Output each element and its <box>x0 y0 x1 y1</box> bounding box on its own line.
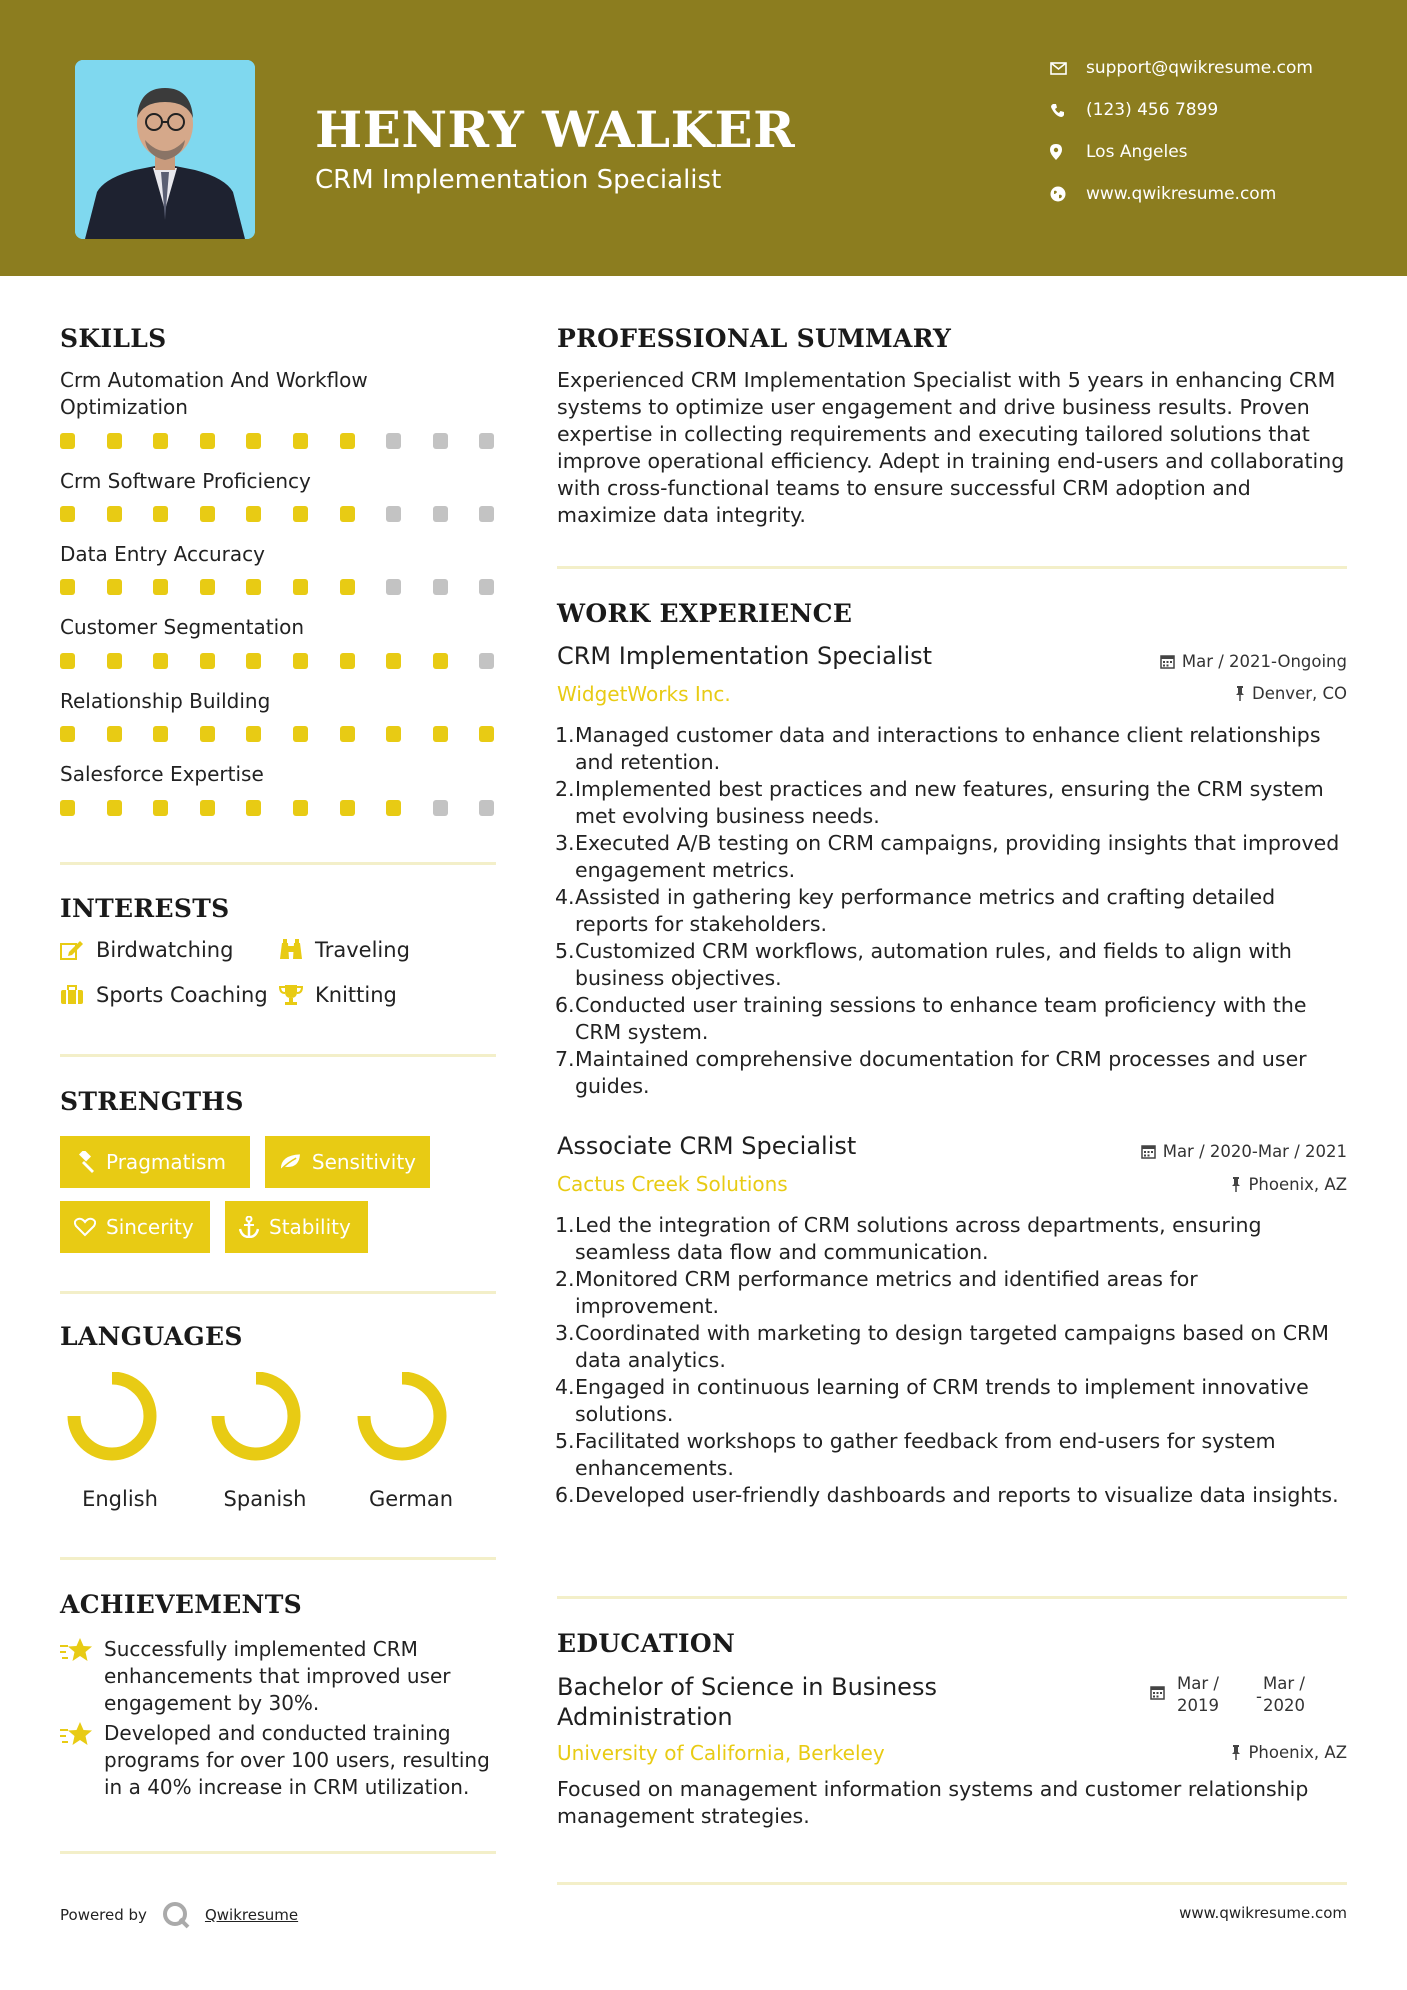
skill-dot-filled <box>293 433 308 449</box>
responsibility-text: Developed user-friendly dashboards and reports to visualize data insights. <box>575 1483 1339 1507</box>
achievement-item <box>60 1720 500 1800</box>
responsibility-number: 4. <box>555 885 575 909</box>
education-dates <box>1150 1673 1310 1717</box>
company-name: Cactus Creek Solutions <box>557 1172 788 1196</box>
skill-dot-filled <box>293 579 308 595</box>
section-divider <box>557 566 1347 569</box>
section-divider <box>60 862 496 865</box>
pencil-square-icon <box>60 940 84 960</box>
section-divider <box>60 1851 496 1854</box>
skill-dot-filled <box>293 726 308 742</box>
contact-location <box>1050 142 1188 162</box>
calendar-icon <box>1150 1685 1165 1700</box>
education-start-month: Mar / <box>1177 1674 1219 1693</box>
skill-dot-filled <box>107 579 122 595</box>
strength-label: Sensitivity <box>311 1150 416 1174</box>
interest-item <box>279 983 397 1007</box>
responsibility-number: 4. <box>555 1375 575 1399</box>
responsibility-text: Facilitated workshops to gather feedback from end-users for system enhancements. <box>575 1429 1276 1480</box>
achievement-text: Successfully implemented CRM enhancements that improved user engagement by 30%. <box>104 1637 451 1715</box>
skill-rating <box>60 579 500 595</box>
skill-dot-filled <box>200 433 215 449</box>
job-responsibilities <box>557 722 1347 1100</box>
star-icon <box>60 1720 94 1748</box>
skill-dot-filled <box>340 433 355 449</box>
skill-dot-filled <box>386 800 401 816</box>
profile-photo <box>75 60 255 239</box>
binoculars-icon <box>279 939 303 961</box>
section-divider <box>60 1054 496 1057</box>
skill-dot-filled <box>153 579 168 595</box>
responsibility-item <box>555 884 1347 938</box>
skill-dot-filled <box>293 653 308 669</box>
qwikresume-logo-icon <box>161 1900 191 1930</box>
achievements-heading: ACHIEVEMENTS <box>60 1590 302 1619</box>
responsibility-number: 2. <box>555 777 575 801</box>
skill-rating <box>60 800 500 816</box>
responsibility-item <box>555 1482 1347 1509</box>
responsibility-text: Engaged in continuous learning of CRM trends to implement innovative solutions. <box>575 1375 1309 1426</box>
skill-dot-filled <box>60 800 75 816</box>
section-divider <box>557 1882 1347 1885</box>
header-banner <box>0 0 1407 276</box>
strengths-heading: STRENGTHS <box>60 1087 244 1116</box>
skill-dot-filled <box>200 800 215 816</box>
responsibility-item <box>555 830 1347 884</box>
phone-icon <box>1050 103 1086 118</box>
strength-badge <box>60 1201 210 1253</box>
job-dates <box>1141 1142 1347 1161</box>
degree-line: Administration <box>557 1703 733 1731</box>
education-end-month: Mar / <box>1263 1674 1305 1693</box>
skill-name: Relationship Building <box>60 689 271 713</box>
pushpin-icon <box>1235 686 1245 701</box>
responsibility-text: Monitored CRM performance metrics and identified areas for improvement. <box>575 1267 1198 1318</box>
responsibility-number: 6. <box>555 1483 575 1507</box>
job-location-text: Denver, CO <box>1251 684 1347 703</box>
skill-dot-filled <box>153 726 168 742</box>
education-end-year: 2020 <box>1263 1696 1305 1715</box>
skill-dot-filled <box>340 653 355 669</box>
briefcase-icon <box>60 985 84 1005</box>
interest-item <box>60 983 268 1007</box>
interest-item <box>279 938 410 962</box>
responsibility-item <box>555 1212 1347 1266</box>
leaf-icon <box>279 1153 302 1171</box>
skill-dot-empty <box>479 800 494 816</box>
responsibility-number: 5. <box>555 1429 575 1453</box>
contact-phone[interactable] <box>1050 100 1218 120</box>
skill-dot-filled <box>479 726 494 742</box>
contact-email-text: support@qwikresume.com <box>1086 58 1313 78</box>
job-dates-text: Mar / 2021-Ongoing <box>1181 652 1347 671</box>
responsibility-number: 3. <box>555 831 575 855</box>
skill-rating <box>60 506 500 522</box>
education-location <box>1231 1743 1347 1762</box>
interest-label: Traveling <box>315 938 410 962</box>
responsibility-item <box>555 1320 1347 1374</box>
skill-dot-filled <box>153 433 168 449</box>
skill-dot-empty <box>433 800 448 816</box>
language-proficiency-rings <box>60 1372 500 1482</box>
education-start-year: 2019 <box>1177 1696 1219 1715</box>
skill-dot-filled <box>433 653 448 669</box>
contact-email[interactable] <box>1050 58 1313 78</box>
contact-website[interactable] <box>1050 184 1276 204</box>
anchor-icon <box>239 1216 259 1238</box>
calendar-icon <box>1160 654 1175 669</box>
responsibility-text: Conducted user training sessions to enhance team proficiency with the CRM system. <box>575 993 1307 1044</box>
language-ring-english <box>74 1378 150 1454</box>
responsibility-text: Executed A/B testing on CRM campaigns, providing insights that improved engagement metrics. <box>575 831 1340 882</box>
skill-dot-filled <box>107 506 122 522</box>
responsibility-number: 2. <box>555 1267 575 1291</box>
language-label: German <box>368 1487 454 1511</box>
strength-badge <box>225 1201 368 1253</box>
skill-rating <box>60 726 500 742</box>
job-responsibilities <box>557 1212 1347 1509</box>
trophy-icon <box>279 984 303 1006</box>
responsibility-text: Customized CRM workflows, automation rules, and fields to align with business objectives. <box>575 939 1292 990</box>
education-date-separator: - <box>1256 1687 1262 1706</box>
responsibility-item <box>555 1374 1347 1428</box>
skill-dot-filled <box>60 579 75 595</box>
pushpin-icon <box>1231 1745 1241 1760</box>
responsibility-text: Managed customer data and interactions to enhance client relationships and retention. <box>575 723 1321 774</box>
interest-label: Birdwatching <box>96 938 234 962</box>
skill-dot-filled <box>107 653 122 669</box>
skill-dot-filled <box>153 653 168 669</box>
skill-dot-empty <box>433 506 448 522</box>
experience-heading: WORK EXPERIENCE <box>557 599 853 628</box>
language-label: English <box>82 1487 158 1511</box>
calendar-icon <box>1141 1144 1156 1159</box>
strength-label: Stability <box>269 1215 351 1239</box>
responsibility-number: 1. <box>555 723 575 747</box>
responsibility-number: 6. <box>555 993 575 1017</box>
skill-dot-filled <box>200 579 215 595</box>
job-location-text: Phoenix, AZ <box>1248 1175 1347 1194</box>
job-title: Associate CRM Specialist <box>557 1132 857 1160</box>
strength-label: Sincerity <box>106 1215 194 1239</box>
skill-dot-filled <box>340 726 355 742</box>
skills-heading: SKILLS <box>60 324 167 353</box>
location-pin-icon <box>1050 144 1086 160</box>
skill-dot-empty <box>386 433 401 449</box>
responsibility-item <box>555 938 1347 992</box>
summary-text: Experienced CRM Implementation Specialist with 5 years in enhancing CRM systems to optimize user engagement and drive business results. Proven expertise in collecting requirements and executing tailored solutions that improve operational efficiency. Adept in training end-users and collaborating with cross-functional teams to ensure successful CRM adoption and maximize data integrity. <box>557 368 1345 527</box>
skill-dot-empty <box>433 433 448 449</box>
footer-powered-by <box>60 1900 298 1930</box>
summary-heading: PROFESSIONAL SUMMARY <box>557 324 952 353</box>
interest-label: Sports Coaching <box>96 983 268 1007</box>
skill-dot-empty <box>479 433 494 449</box>
candidate-title: CRM Implementation Specialist <box>315 165 722 195</box>
responsibility-number: 7. <box>555 1047 575 1071</box>
job-dates <box>1160 652 1347 671</box>
skill-dot-filled <box>340 579 355 595</box>
language-label: Spanish <box>223 1487 307 1511</box>
skill-dot-filled <box>60 433 75 449</box>
strength-label: Pragmatism <box>106 1150 226 1174</box>
skill-dot-filled <box>153 506 168 522</box>
skill-dot-filled <box>200 506 215 522</box>
skill-dot-filled <box>200 726 215 742</box>
brand-link[interactable]: Qwikresume <box>204 1906 299 1924</box>
job-dates-text: Mar / 2020-Mar / 2021 <box>1162 1142 1347 1161</box>
responsibility-number: 1. <box>555 1213 575 1237</box>
strength-badge <box>60 1136 250 1188</box>
heart-icon <box>74 1217 96 1237</box>
skill-dot-empty <box>479 653 494 669</box>
email-icon <box>1050 62 1086 75</box>
skill-name: Customer Segmentation <box>60 615 305 639</box>
globe-icon <box>1050 186 1086 202</box>
skill-dot-empty <box>386 506 401 522</box>
candidate-name: HENRY WALKER <box>315 100 796 159</box>
skill-dot-empty <box>386 579 401 595</box>
skill-dot-filled <box>293 506 308 522</box>
skill-dot-filled <box>107 726 122 742</box>
responsibility-text: Coordinated with marketing to design targeted campaigns based on CRM data analytics. <box>575 1321 1329 1372</box>
pushpin-icon <box>1231 1177 1241 1192</box>
responsibility-text: Maintained comprehensive documentation for CRM processes and user guides. <box>575 1047 1307 1098</box>
interests-heading: INTERESTS <box>60 894 230 923</box>
interest-label: Knitting <box>315 983 397 1007</box>
skill-dot-filled <box>60 653 75 669</box>
skill-dot-filled <box>60 726 75 742</box>
responsibility-text: Led the integration of CRM solutions across departments, ensuring seamless data flow and communication. <box>575 1213 1262 1264</box>
skill-dot-empty <box>433 579 448 595</box>
skill-name: Crm Automation And Workflow Optimization <box>60 368 368 419</box>
footer-website[interactable]: www.qwikresume.com <box>1179 1904 1347 1922</box>
education-description: Focused on management information systems and customer relationship management strategies. <box>557 1777 1309 1828</box>
skill-dot-filled <box>246 579 261 595</box>
skill-dot-filled <box>386 653 401 669</box>
skill-dot-filled <box>107 433 122 449</box>
job-location <box>1231 1175 1347 1194</box>
education-location-text: Phoenix, AZ <box>1248 1743 1347 1762</box>
contact-website-text: www.qwikresume.com <box>1086 184 1277 204</box>
contact-phone-text: (123) 456 7899 <box>1086 100 1219 120</box>
skill-dot-filled <box>386 726 401 742</box>
skill-dot-filled <box>153 800 168 816</box>
skill-dot-filled <box>200 653 215 669</box>
degree-line: Bachelor of Science in Business <box>557 1673 937 1701</box>
skill-dot-filled <box>340 800 355 816</box>
skill-name: Data Entry Accuracy <box>60 542 265 566</box>
responsibility-item <box>555 1428 1347 1482</box>
skill-dot-empty <box>479 579 494 595</box>
skill-dot-empty <box>479 506 494 522</box>
achievement-text: Developed and conducted training programs for over 100 users, resulting in a 40% increase in CRM utilization. <box>104 1721 490 1799</box>
achievement-item <box>60 1636 500 1716</box>
skill-dot-filled <box>433 726 448 742</box>
section-divider <box>60 1557 496 1560</box>
skill-dot-filled <box>340 506 355 522</box>
responsibility-number: 5. <box>555 939 575 963</box>
skill-rating <box>60 433 500 449</box>
responsibility-item <box>555 1266 1347 1320</box>
responsibility-number: 3. <box>555 1321 575 1345</box>
skill-dot-filled <box>293 800 308 816</box>
skill-dot-filled <box>246 800 261 816</box>
star-icon <box>60 1636 94 1664</box>
education-end <box>1263 1673 1305 1717</box>
language-ring-german <box>364 1378 440 1454</box>
contact-location-text: Los Angeles <box>1086 142 1188 162</box>
skill-dot-filled <box>246 726 261 742</box>
skill-dot-filled <box>246 653 261 669</box>
skill-name: Crm Software Proficiency <box>60 469 311 493</box>
languages-heading: LANGUAGES <box>60 1322 243 1351</box>
degree-title <box>557 1672 937 1732</box>
responsibility-item <box>555 776 1347 830</box>
section-divider <box>557 1596 1347 1599</box>
person-portrait-icon <box>75 60 255 239</box>
skill-rating <box>60 653 500 669</box>
responsibility-item <box>555 1046 1347 1100</box>
gavel-icon <box>74 1151 96 1173</box>
skill-dot-filled <box>60 506 75 522</box>
responsibility-text: Assisted in gathering key performance metrics and crafting detailed reports for stakeholders. <box>575 885 1276 936</box>
responsibility-item <box>555 992 1347 1046</box>
skill-dot-filled <box>107 800 122 816</box>
language-ring-spanish <box>218 1378 294 1454</box>
strength-badge <box>265 1136 430 1188</box>
company-name: WidgetWorks Inc. <box>557 682 731 706</box>
section-divider <box>60 1291 496 1294</box>
school-name: University of California, Berkeley <box>557 1741 885 1765</box>
responsibility-text: Implemented best practices and new features, ensuring the CRM system met evolving business needs. <box>575 777 1324 828</box>
skill-name: Salesforce Expertise <box>60 762 264 786</box>
responsibility-item <box>555 722 1347 776</box>
interest-item <box>60 938 233 962</box>
education-heading: EDUCATION <box>557 1629 736 1658</box>
skill-dot-filled <box>246 506 261 522</box>
job-location <box>1235 684 1347 703</box>
job-title: CRM Implementation Specialist <box>557 642 933 670</box>
skill-dot-filled <box>246 433 261 449</box>
powered-by-text: Powered by <box>60 1906 147 1924</box>
education-start <box>1177 1673 1219 1717</box>
